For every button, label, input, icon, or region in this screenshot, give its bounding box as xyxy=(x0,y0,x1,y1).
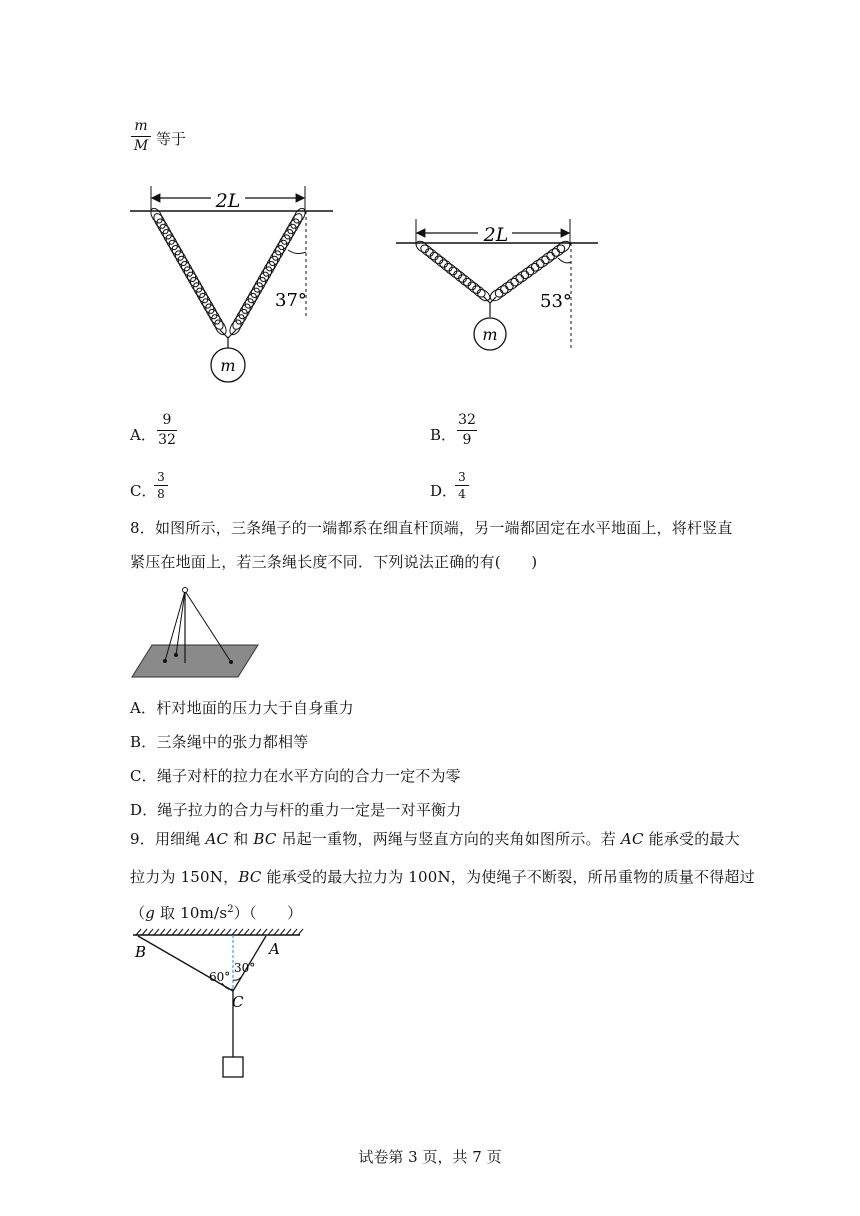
ratio-suffix: 等于 xyxy=(156,130,187,148)
spring-coil xyxy=(282,222,298,240)
q7-option-a-label: A． xyxy=(130,426,156,444)
rope-ac-label: AC xyxy=(205,830,229,848)
q9-text: 能承受的最大 xyxy=(643,830,740,848)
spring-coil xyxy=(164,233,180,251)
spring-coil xyxy=(258,265,274,283)
q8-stem-line-2: 紧压在地面上，若三条绳长度不同．下列说法正确的有( ) xyxy=(130,553,538,571)
label-b: B xyxy=(135,943,147,961)
hatch-line xyxy=(160,929,165,935)
q9-stem-line-3 xyxy=(130,902,302,923)
hatch-line xyxy=(178,929,183,935)
q9-stem-line-1 xyxy=(130,828,740,849)
hatch-line xyxy=(154,929,159,935)
spring-coil xyxy=(188,276,204,294)
q7-option-d-label: D． xyxy=(430,482,458,500)
hatch-line xyxy=(148,929,153,935)
fig2-mass-label: m xyxy=(482,325,498,344)
fig1-mass-label: m xyxy=(220,356,236,375)
spring-coil xyxy=(252,276,268,294)
spring-coil xyxy=(161,228,177,246)
spring-coil xyxy=(270,244,286,262)
spring-coil xyxy=(194,286,210,304)
q9-text: 9．用细绳 xyxy=(130,830,206,848)
spring-coil xyxy=(176,254,192,272)
fig2-angle-label: 53° xyxy=(540,291,572,312)
hatch-line xyxy=(286,929,291,935)
ceiling-hatch xyxy=(136,929,303,935)
hatch-line xyxy=(232,929,237,935)
hatch-line xyxy=(136,929,141,935)
hatch-line xyxy=(208,929,213,935)
spring-coil xyxy=(158,222,174,240)
spring-coil xyxy=(228,318,244,336)
hatch-line xyxy=(214,929,219,935)
q8-option-c[interactable]: C．绳子对杆的拉力在水平方向的合力一定不为零 xyxy=(130,767,461,785)
q9-text: ）（ ） xyxy=(233,904,303,922)
q7-option-b-den: 9 xyxy=(462,432,472,448)
spring-figure-1 xyxy=(125,180,365,390)
spring-coil xyxy=(279,228,295,246)
spring-coil xyxy=(182,265,198,283)
spring-coil xyxy=(213,318,229,336)
spring-coil xyxy=(234,307,250,325)
hatch-line xyxy=(298,929,303,935)
q7-option-d-fraction xyxy=(455,470,469,501)
hatch-line xyxy=(196,929,201,935)
q7-option-c-num: 3 xyxy=(157,470,165,484)
page-footer: 试卷第 3 页，共 7 页 xyxy=(358,1148,502,1166)
q8-option-b[interactable]: B．三条绳中的张力都相等 xyxy=(130,733,309,751)
right-spring xyxy=(228,206,308,336)
fig2-width-label: 2L xyxy=(483,224,509,246)
hatch-line xyxy=(274,929,279,935)
fig1-angle-label: 37° xyxy=(275,290,307,311)
spring-coil xyxy=(170,244,186,262)
rope-bc-label: BC xyxy=(238,868,262,886)
pole-ropes-figure xyxy=(130,585,262,680)
label-c: C xyxy=(232,993,244,1011)
spring-coil xyxy=(264,254,280,272)
spring-coil xyxy=(249,281,265,299)
q7-option-a-num: 9 xyxy=(162,412,172,428)
left-spring xyxy=(149,206,229,336)
q9-text: （ xyxy=(130,904,146,922)
hatch-line xyxy=(292,929,297,935)
hanging-weight-figure xyxy=(128,925,308,1085)
q9-text: 取 10m/s xyxy=(155,904,228,922)
spring-coil xyxy=(475,287,492,303)
spring-coil xyxy=(155,217,171,235)
hatch-line xyxy=(280,929,285,935)
hatch-line xyxy=(202,929,207,935)
q9-text: 吊起一重物，两绳与竖直方向的夹角如图所示。若 xyxy=(276,830,621,848)
hatch-line xyxy=(142,929,147,935)
spring-coil xyxy=(288,212,304,230)
spring-coil xyxy=(200,297,216,315)
hatch-line xyxy=(268,929,273,935)
q7-option-d-num: 3 xyxy=(458,470,466,484)
hatch-line xyxy=(250,929,255,935)
label-a: A xyxy=(269,940,280,958)
hatch-line xyxy=(220,929,225,935)
ratio-fraction xyxy=(131,118,151,155)
spring-coil xyxy=(276,233,292,251)
hatch-line xyxy=(262,929,267,935)
spring-coil xyxy=(488,287,505,303)
q7-option-d-den: 4 xyxy=(458,487,466,501)
gravity-symbol: g xyxy=(145,904,156,922)
hatch-line xyxy=(166,929,171,935)
q8-stem-line-1: 8．如图所示，三条绳子的一端都系在细直杆顶端，另一端都固定在水平地面上，将杆竖直 xyxy=(130,519,733,537)
q7-option-c-fraction xyxy=(154,470,168,501)
q7-option-b-fraction xyxy=(457,412,477,449)
q9-text: 能承受的最大拉力为 100N，为使绳子不断裂，所吊重物的质量不得超过 xyxy=(261,868,755,886)
spring-figure-2 xyxy=(390,215,610,365)
q8-option-d[interactable]: D．绳子拉力的合力与杆的重力一定是一对平衡力 xyxy=(130,801,462,819)
spring-coil xyxy=(237,302,253,320)
spring-coil xyxy=(246,286,262,304)
hatch-line xyxy=(184,929,189,935)
q7-option-c-den: 8 xyxy=(157,487,165,501)
q7-option-a-fraction xyxy=(157,412,177,449)
fig1-width-label: 2L xyxy=(215,190,241,212)
hatch-line xyxy=(226,929,231,935)
spring-coil xyxy=(285,217,301,235)
spring-coil xyxy=(185,270,201,288)
spring-coil xyxy=(273,238,289,256)
ratio-denominator: M xyxy=(133,138,149,154)
q9-text: 和 xyxy=(228,830,254,848)
spring-coil xyxy=(240,297,256,315)
q8-option-a[interactable]: A．杆对地面的压力大于自身重力 xyxy=(130,699,354,717)
spring-coil xyxy=(173,249,189,267)
spring-coil xyxy=(197,292,213,310)
spring-coil xyxy=(231,313,247,331)
exponent: 2 xyxy=(227,904,234,915)
spring-coil xyxy=(243,292,259,310)
angle-30: 30° xyxy=(234,961,256,975)
rope-ac-label: AC xyxy=(620,830,644,848)
spring-coil xyxy=(203,302,219,320)
hatch-line xyxy=(238,929,243,935)
hatch-line xyxy=(190,929,195,935)
rope-bc-label: BC xyxy=(253,830,277,848)
spring-coil xyxy=(167,238,183,256)
spring-coil xyxy=(179,260,195,278)
q7-option-b-num: 32 xyxy=(458,412,476,428)
q9-text: 拉力为 150N， xyxy=(130,868,239,886)
spring-coil xyxy=(206,307,222,325)
q7-option-c-label: C． xyxy=(130,482,157,500)
hatch-line xyxy=(244,929,249,935)
spring-coil xyxy=(191,281,207,299)
spring-coil xyxy=(255,270,271,288)
q9-stem-line-2 xyxy=(130,866,755,887)
spring-coil xyxy=(209,313,225,331)
spring-coil xyxy=(261,260,277,278)
q7-option-b-label: B． xyxy=(430,426,457,444)
ratio-numerator: m xyxy=(134,118,148,134)
q7-option-a-den: 32 xyxy=(158,432,176,448)
left-spring-2 xyxy=(414,239,492,303)
spring-coil xyxy=(267,249,283,267)
spring-coil xyxy=(152,212,168,230)
angle-60: 60° xyxy=(209,970,231,984)
hatch-line xyxy=(172,929,177,935)
hatch-line xyxy=(256,929,261,935)
